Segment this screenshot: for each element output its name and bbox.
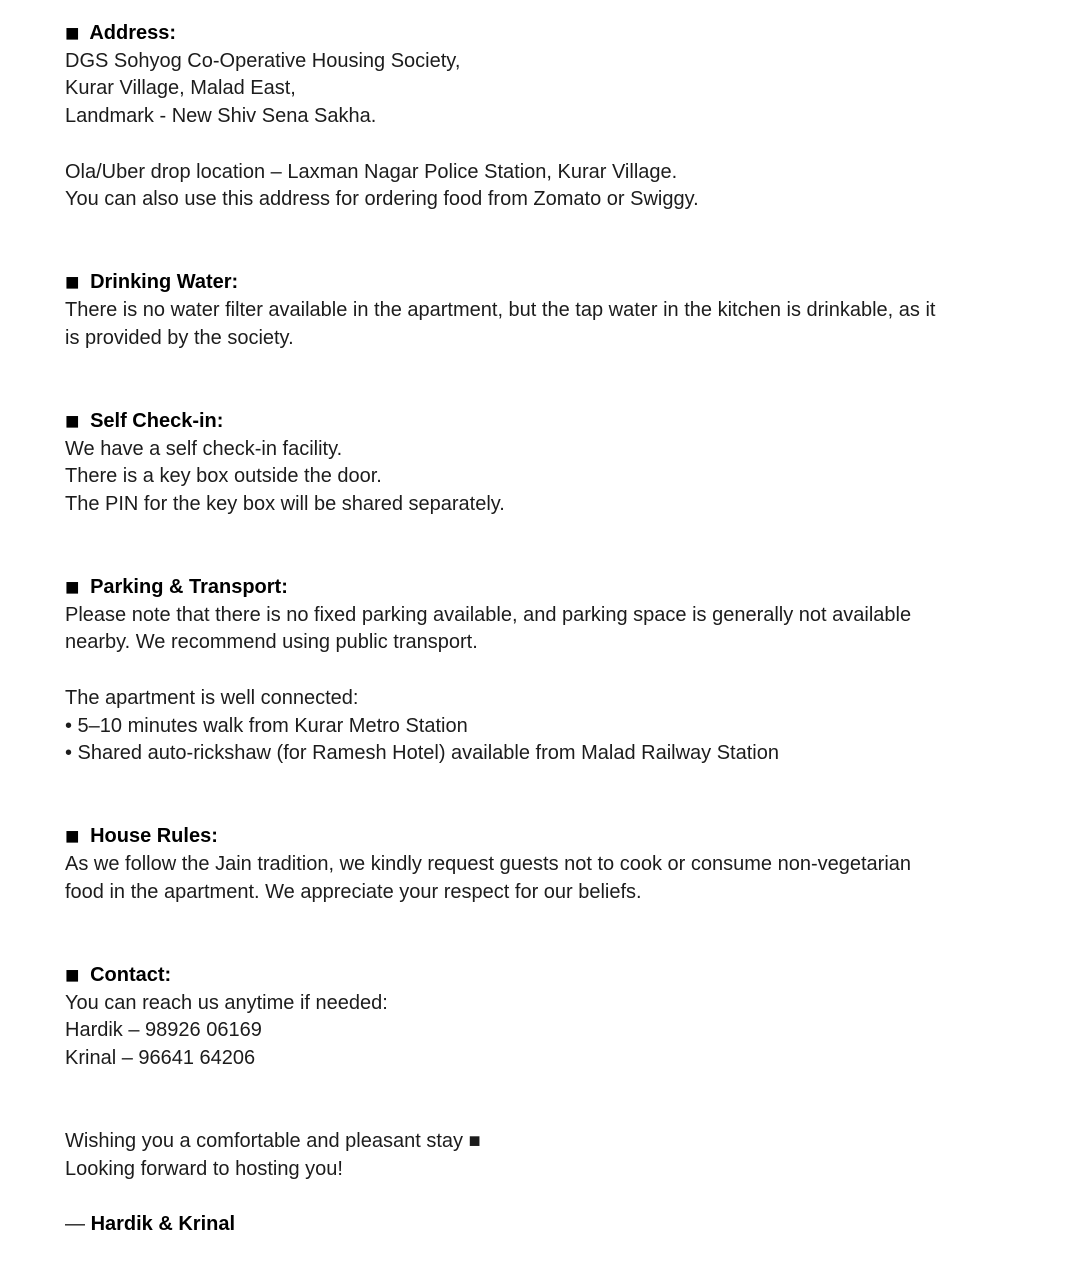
text-line: We have a self check-in facility.: [65, 437, 343, 460]
section-title: Parking & Transport:: [90, 576, 288, 598]
contact-phone-line: Krinal – 96641 64206: [65, 1046, 256, 1069]
paragraph: [65, 990, 1072, 1073]
text-line: The apartment is well connected:: [65, 686, 359, 709]
signature: [65, 1211, 1072, 1239]
text-line: DGS Sohyog Co-Operative Housing Society,: [65, 49, 461, 72]
section-title: Self Check-in:: [90, 409, 224, 432]
text-line: As we follow the Jain tradition, we kindly request guests not to cook or consume non-vegetarian: [65, 853, 912, 875]
section-heading: [65, 408, 1072, 436]
signature-dash: —: [65, 1213, 85, 1236]
text-line: You can reach us anytime if needed:: [65, 991, 388, 1014]
bullet-list-item: • Shared auto-rickshaw (for Ramesh Hotel) available from Malad Railway Station: [65, 742, 779, 765]
text-line: There is a key box outside the door.: [65, 465, 382, 488]
section-title: House Rules:: [90, 825, 218, 848]
signature-name: Hardik & Krinal: [90, 1213, 236, 1236]
paragraph: [65, 48, 1072, 131]
section-heading: [65, 962, 1072, 990]
contact-phone-line: Hardik – 98926 06169: [65, 1019, 262, 1042]
paragraph: [65, 685, 1072, 768]
section-square-icon: ■: [65, 961, 80, 989]
paragraph: [65, 436, 1072, 519]
text-line: Ola/Uber drop location – Laxman Nagar Police Station, Kurar Village.: [65, 160, 678, 183]
section-self-check-in: [65, 408, 1072, 519]
text-line: Kurar Village, Malad East,: [65, 77, 296, 100]
section-title: Contact:: [90, 963, 172, 986]
closing-line: Looking forward to hosting you!: [65, 1157, 343, 1180]
section-square-icon: ■: [65, 269, 80, 297]
text-line: The PIN for the key box will be shared separately.: [65, 492, 505, 515]
paragraph: [65, 602, 1072, 657]
section-heading: [65, 574, 1072, 602]
section-address: [65, 20, 1072, 214]
text-line: Please note that there is no fixed parking available, and parking space is generally not available: [65, 603, 912, 626]
section-house-rules: [65, 823, 1072, 906]
paragraph: [65, 297, 1072, 352]
text-line: food in the apartment. We appreciate your respect for our beliefs.: [65, 880, 642, 903]
paragraph: [65, 851, 1072, 906]
bullet-list-item: • 5–10 minutes walk from Kurar Metro Station: [65, 714, 468, 737]
section-square-icon: ■: [65, 20, 80, 47]
text-line: nearby. We recommend using public transport.: [65, 631, 478, 654]
closing-line: Wishing you a comfortable and pleasant stay ■: [65, 1130, 481, 1152]
text-line: is provided by the society.: [65, 326, 294, 349]
section-heading: [65, 20, 1072, 48]
closing: [65, 1128, 1072, 1239]
section-title: Drinking Water:: [90, 271, 239, 294]
section-heading: [65, 823, 1072, 851]
section-heading: [65, 269, 1072, 297]
section-title: Address:: [89, 22, 177, 44]
section-square-icon: ■: [65, 407, 80, 435]
section-drinking-water: [65, 269, 1072, 352]
text-line: There is no water filter available in the apartment, but the tap water in the kitchen is drinkable, as it: [65, 299, 936, 321]
section-parking-transport: [65, 574, 1072, 768]
section-square-icon: ■: [65, 574, 80, 601]
text-line: Landmark - New Shiv Sena Sakha.: [65, 105, 377, 128]
section-contact: [65, 962, 1072, 1073]
paragraph: [65, 159, 1072, 214]
section-square-icon: ■: [65, 823, 80, 851]
text-line: You can also use this address for ordering food from Zomato or Swiggy.: [65, 188, 699, 211]
